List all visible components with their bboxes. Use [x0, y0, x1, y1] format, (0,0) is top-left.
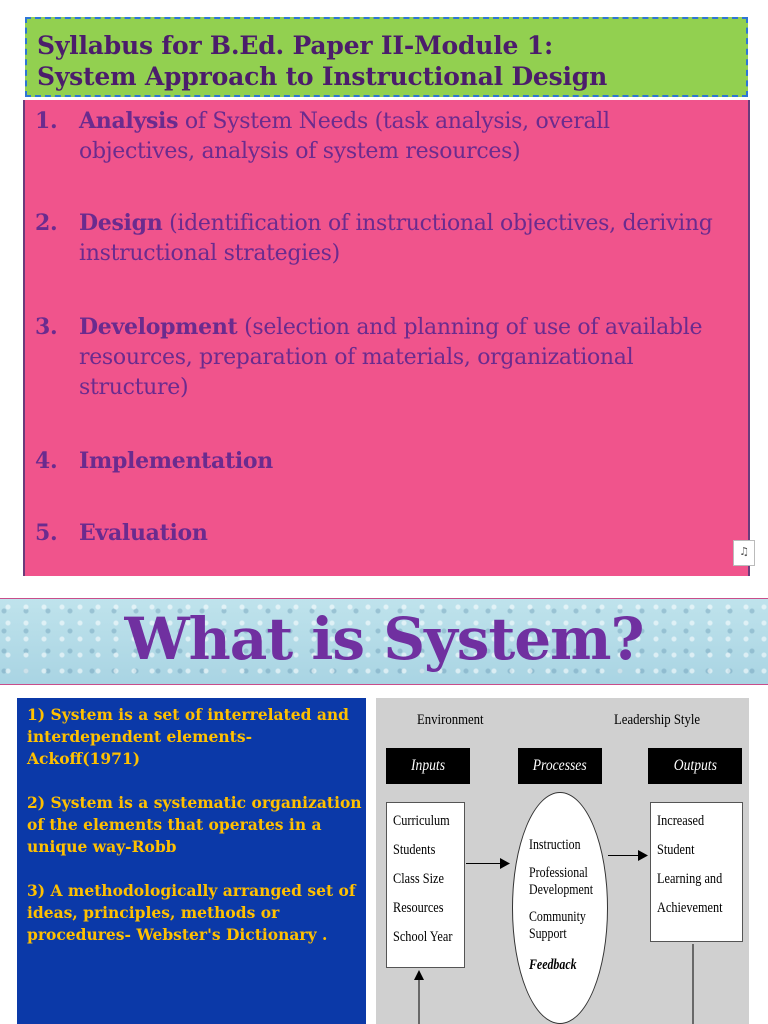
output-item: Increased	[657, 813, 705, 829]
item-number: 1.	[35, 108, 58, 134]
output-item: Learning and	[657, 871, 723, 887]
list-item-development	[35, 312, 725, 403]
item-keyword: Development	[79, 314, 238, 340]
feedback-line	[691, 944, 695, 1024]
item-number: 5.	[35, 520, 58, 546]
processes-ellipse	[512, 792, 608, 1024]
definition-1: 1) System is a set of interrelated and interdependent elements-Ackoff(1971)	[27, 705, 349, 768]
output-item: Achievement	[657, 900, 723, 916]
process-item: Professional	[529, 865, 588, 881]
process-item: Support	[529, 926, 567, 942]
slide-what-is-system	[0, 598, 768, 1024]
item-keyword: Evaluation	[79, 520, 208, 546]
slide-title-box	[25, 17, 748, 97]
feedback-label: Feedback	[529, 957, 577, 973]
inputs-box	[386, 802, 465, 968]
item-description: (identification of instructional objectives, deriving instructional strategies)	[79, 211, 713, 266]
list-item-analysis	[35, 106, 725, 167]
definitions-panel	[17, 698, 366, 1024]
notes-icon[interactable]: ♫	[733, 540, 755, 566]
title-banner	[0, 598, 768, 685]
input-item: Curriculum	[393, 813, 450, 829]
process-item: Development	[529, 882, 594, 898]
arrow-head-icon	[638, 850, 648, 861]
feedback-arrow-up-icon	[414, 970, 424, 1024]
item-keyword: Design	[79, 210, 163, 236]
processes-header: Processes	[518, 748, 602, 784]
environment-label: Environment	[417, 712, 484, 728]
arrow-head-icon	[500, 858, 510, 869]
item-keyword: Analysis	[79, 108, 179, 134]
outputs-box	[650, 802, 743, 942]
input-item: Resources	[393, 900, 444, 916]
item-number: 2.	[35, 210, 58, 236]
input-item: Class Size	[393, 871, 444, 887]
list-item-evaluation	[35, 518, 725, 549]
list-item-implementation	[35, 446, 725, 477]
item-number: 3.	[35, 314, 58, 340]
list-item-design	[35, 208, 725, 269]
leadership-style-label: Leadership Style	[614, 712, 701, 728]
arrow-inputs-to-processes	[466, 863, 504, 864]
outputs-header: Outputs	[648, 748, 742, 784]
inputs-header: Inputs	[386, 748, 470, 784]
process-item: Community	[529, 909, 586, 925]
slide-title-line-1: Syllabus for B.Ed. Paper II-Module 1:	[37, 31, 553, 60]
item-keyword: Implementation	[79, 448, 273, 474]
system-diagram	[376, 698, 749, 1024]
definition-3: 3) A methodologically arranged set of ideas, principles, methods or procedures- Webster's Dictionary .	[27, 881, 356, 944]
definition-2: 2) System is a systematic organization of the elements that operates in a unique way-Robb	[27, 793, 362, 856]
input-item: School Year	[393, 929, 453, 945]
slide-title: What is System?	[124, 605, 644, 673]
arrow-processes-to-outputs	[608, 855, 640, 856]
item-number: 4.	[35, 448, 58, 474]
process-item: Instruction	[529, 837, 581, 853]
syllabus-list	[23, 100, 750, 576]
input-item: Students	[393, 842, 436, 858]
output-item: Student	[657, 842, 695, 858]
item-description: (selection and planning of use of available resources, preparation of materials, organizational structure)	[79, 315, 703, 400]
item-description: of System Needs (task analysis, overall objectives, analysis of system resources)	[79, 109, 610, 164]
slide-title-line-2: System Approach to Instructional Design	[37, 62, 608, 91]
